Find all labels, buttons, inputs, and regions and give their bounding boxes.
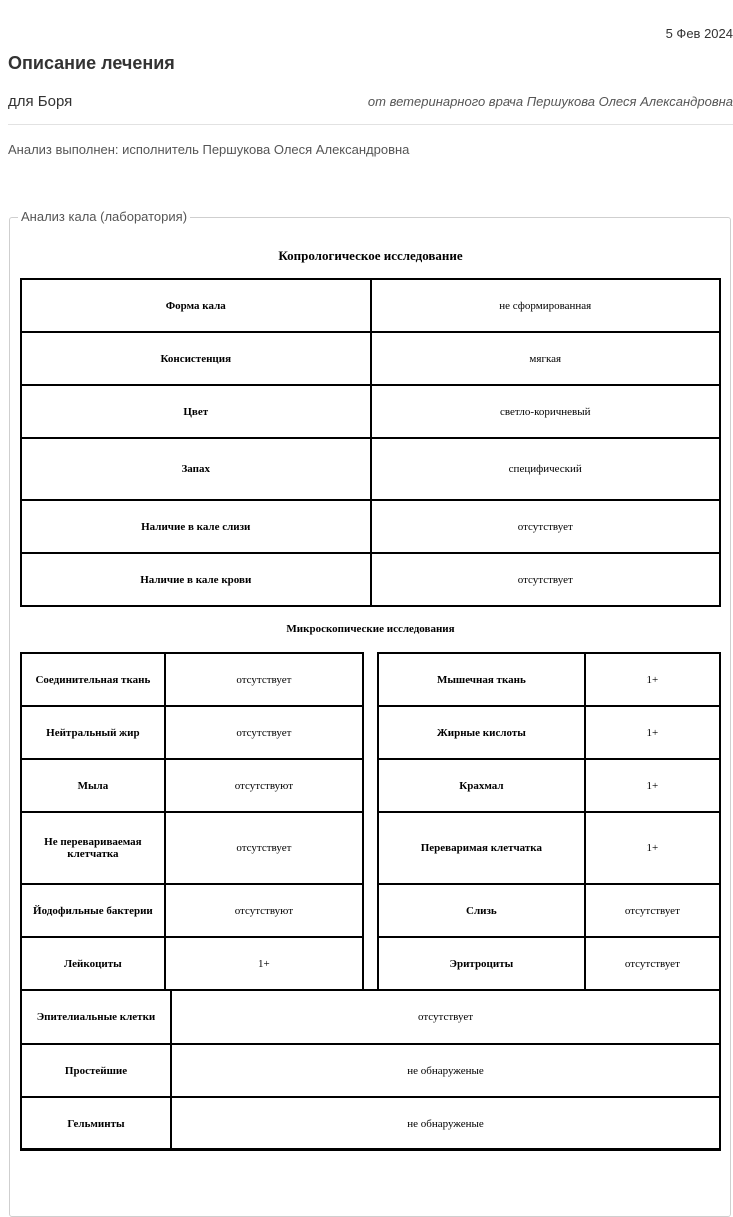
row-value: 1+ — [585, 812, 720, 884]
row-label: Гельминты — [21, 1097, 171, 1150]
header-divider — [8, 124, 733, 125]
table-row — [21, 990, 720, 1044]
table-row — [21, 706, 363, 759]
analysis-legend: Анализ кала (лаборатория) — [18, 209, 190, 224]
row-label: Крахмал — [378, 759, 585, 812]
table-row — [21, 553, 720, 606]
row-value: 1+ — [585, 706, 720, 759]
table-row — [378, 812, 720, 884]
row-value: отсутствуют — [165, 884, 363, 937]
page-title: Описание лечения — [8, 53, 175, 73]
doctor-name: от ветеринарного врача Першукова Олеся Александровна — [367, 94, 733, 109]
table-row — [21, 1044, 720, 1097]
performer-info: Анализ выполнен: исполнитель Першукова Олеся Александровна — [8, 142, 410, 157]
row-value: отсутствует — [371, 500, 721, 553]
row-label: Жирные кислоты — [378, 706, 585, 759]
row-value: отсутствуют — [165, 759, 363, 812]
table-row — [378, 706, 720, 759]
row-value: 1+ — [585, 759, 720, 812]
table-row — [21, 279, 720, 332]
table-row — [21, 438, 720, 500]
table-row — [21, 884, 363, 937]
row-label: Консистенция — [21, 332, 371, 385]
row-value: светло-коричневый — [371, 385, 721, 438]
row-value: отсутствует — [371, 553, 721, 606]
row-label: Запах — [21, 438, 371, 500]
table-row — [21, 937, 363, 990]
row-value: не сформированная — [371, 279, 721, 332]
table-row — [378, 759, 720, 812]
row-value: специфический — [371, 438, 721, 500]
row-label: Не перевариваемая клетчатка — [21, 812, 165, 884]
row-label: Переваримая клетчатка — [378, 812, 585, 884]
row-value: 1+ — [585, 653, 720, 706]
row-label: Простейшие — [21, 1044, 171, 1097]
row-label: Эритроциты — [378, 937, 585, 990]
row-label: Лейкоциты — [21, 937, 165, 990]
row-label: Форма кала — [21, 279, 371, 332]
row-label: Йодофильные бактерии — [21, 884, 165, 937]
row-label: Слизь — [378, 884, 585, 937]
table-row — [21, 812, 363, 884]
microscopy-table-right — [377, 652, 721, 991]
table-row — [21, 500, 720, 553]
table-row — [21, 653, 363, 706]
row-value: не обнаруженые — [171, 1097, 720, 1150]
coprology-title: Копрологическое исследование — [278, 248, 463, 263]
table-row — [378, 937, 720, 990]
row-value: отсутствует — [171, 990, 720, 1044]
row-value: отсутствует — [165, 812, 363, 884]
row-label: Наличие в кале крови — [21, 553, 371, 606]
row-label: Соединительная ткань — [21, 653, 165, 706]
report-date: 5 Фев 2024 — [665, 26, 733, 41]
row-label: Наличие в кале слизи — [21, 500, 371, 553]
row-label: Цвет — [21, 385, 371, 438]
row-value: отсутствует — [585, 937, 720, 990]
coprology-table — [20, 278, 721, 607]
patient-name: для Боря — [8, 93, 73, 110]
row-value: отсутствует — [165, 706, 363, 759]
row-value: 1+ — [165, 937, 363, 990]
microscopy-table-bottom — [20, 989, 721, 1151]
row-value: не обнаруженые — [171, 1044, 720, 1097]
row-label: Мышечная ткань — [378, 653, 585, 706]
row-value: мягкая — [371, 332, 721, 385]
table-row — [378, 653, 720, 706]
table-bottom-border — [20, 1148, 721, 1150]
row-value: отсутствует — [585, 884, 720, 937]
table-row — [21, 332, 720, 385]
row-value: отсутствует — [165, 653, 363, 706]
row-label: Мыла — [21, 759, 165, 812]
table-row — [21, 759, 363, 812]
microscopy-title: Микроскопические исследования — [286, 623, 455, 635]
table-row — [378, 884, 720, 937]
table-row — [21, 1097, 720, 1150]
row-label: Эпителиальные клетки — [21, 990, 171, 1044]
table-row — [21, 385, 720, 438]
row-label: Нейтральный жир — [21, 706, 165, 759]
microscopy-table-left — [20, 652, 364, 991]
